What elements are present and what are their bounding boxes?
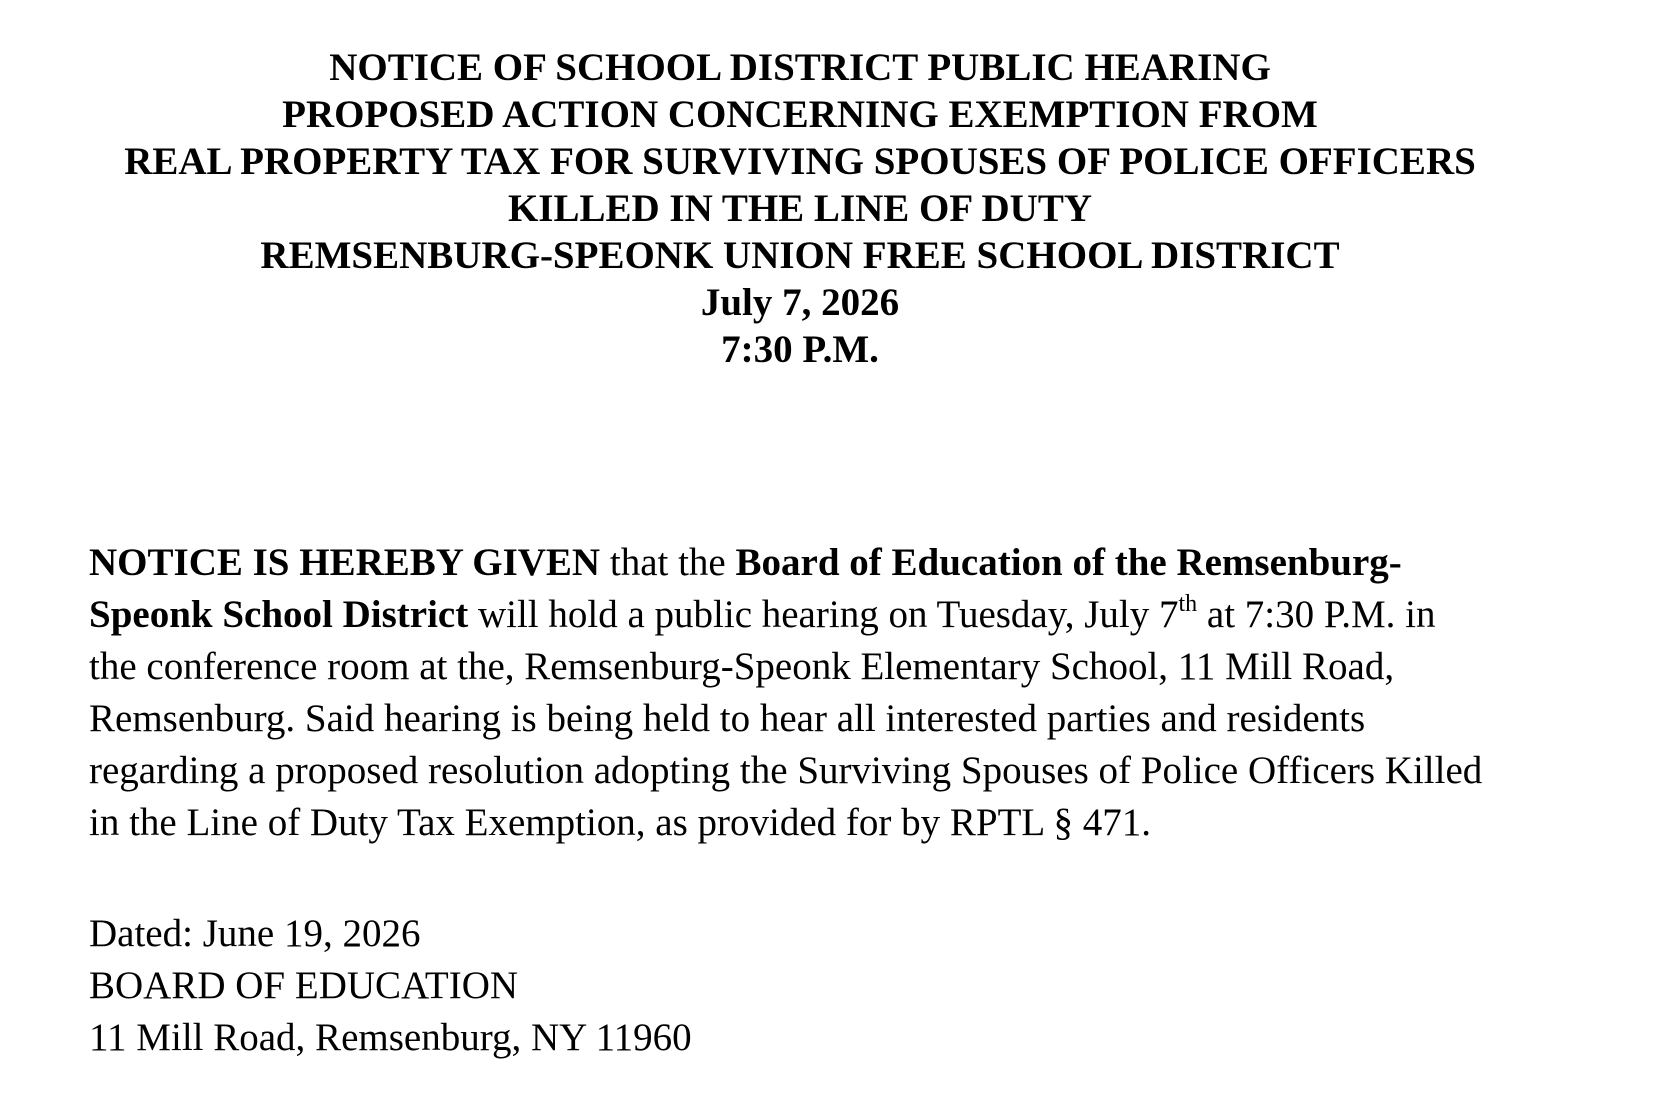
signatory-name: BOARD OF EDUCATION — [89, 964, 519, 1007]
notice-heading — [0, 44, 1600, 373]
paragraph-connector: that the — [600, 541, 736, 584]
board-name-part-1: Board of Education of the Remsenburg- — [735, 541, 1402, 584]
paragraph-line-1 — [89, 537, 1649, 589]
paragraph-line-3: the conference room at the, Remsenburg-Speonk Elementary School, 11 Mill Road, — [89, 645, 1395, 688]
paragraph-line-2 — [89, 589, 1649, 641]
paragraph-line-4: Remsenburg. Said hearing is being held to hear all interested parties and residents — [89, 697, 1366, 740]
heading-district-name: REMSENBURG-SPEONK UNION FREE SCHOOL DISTRICT — [260, 234, 1340, 277]
ordinal-suffix: th — [1178, 591, 1198, 617]
heading-line-3: REAL PROPERTY TAX FOR SURVIVING SPOUSES OF POLICE OFFICERS — [124, 140, 1476, 183]
board-name-part-2: Speonk School District — [89, 593, 469, 636]
heading-line-2: PROPOSED ACTION CONCERNING EXEMPTION FROM — [282, 93, 1318, 136]
notice-lead-text: NOTICE IS HEREBY GIVEN — [89, 541, 601, 584]
paragraph-line-5: regarding a proposed resolution adopting the Surviving Spouses of Police Officers Killed — [89, 749, 1483, 792]
heading-date: July 7, 2026 — [700, 281, 900, 324]
heading-line-4: KILLED IN THE LINE OF DUTY — [507, 187, 1093, 230]
heading-line-1: NOTICE OF SCHOOL DISTRICT PUBLIC HEARING — [329, 46, 1271, 89]
heading-time: 7:30 P.M. — [721, 328, 879, 371]
hearing-time-text: at 7:30 P.M. in — [1197, 593, 1436, 636]
notice-paragraph — [89, 537, 1649, 849]
hearing-date-text: will hold a public hearing on Tuesday, July 7 — [468, 593, 1179, 636]
paragraph-line-6: in the Line of Duty Tax Exemption, as provided for by RPTL § 471. — [89, 801, 1152, 844]
signatory-address: 11 Mill Road, Remsenburg, NY 11960 — [89, 1016, 692, 1059]
signature-block — [89, 908, 692, 1064]
dated-line: Dated: June 19, 2026 — [89, 912, 421, 955]
